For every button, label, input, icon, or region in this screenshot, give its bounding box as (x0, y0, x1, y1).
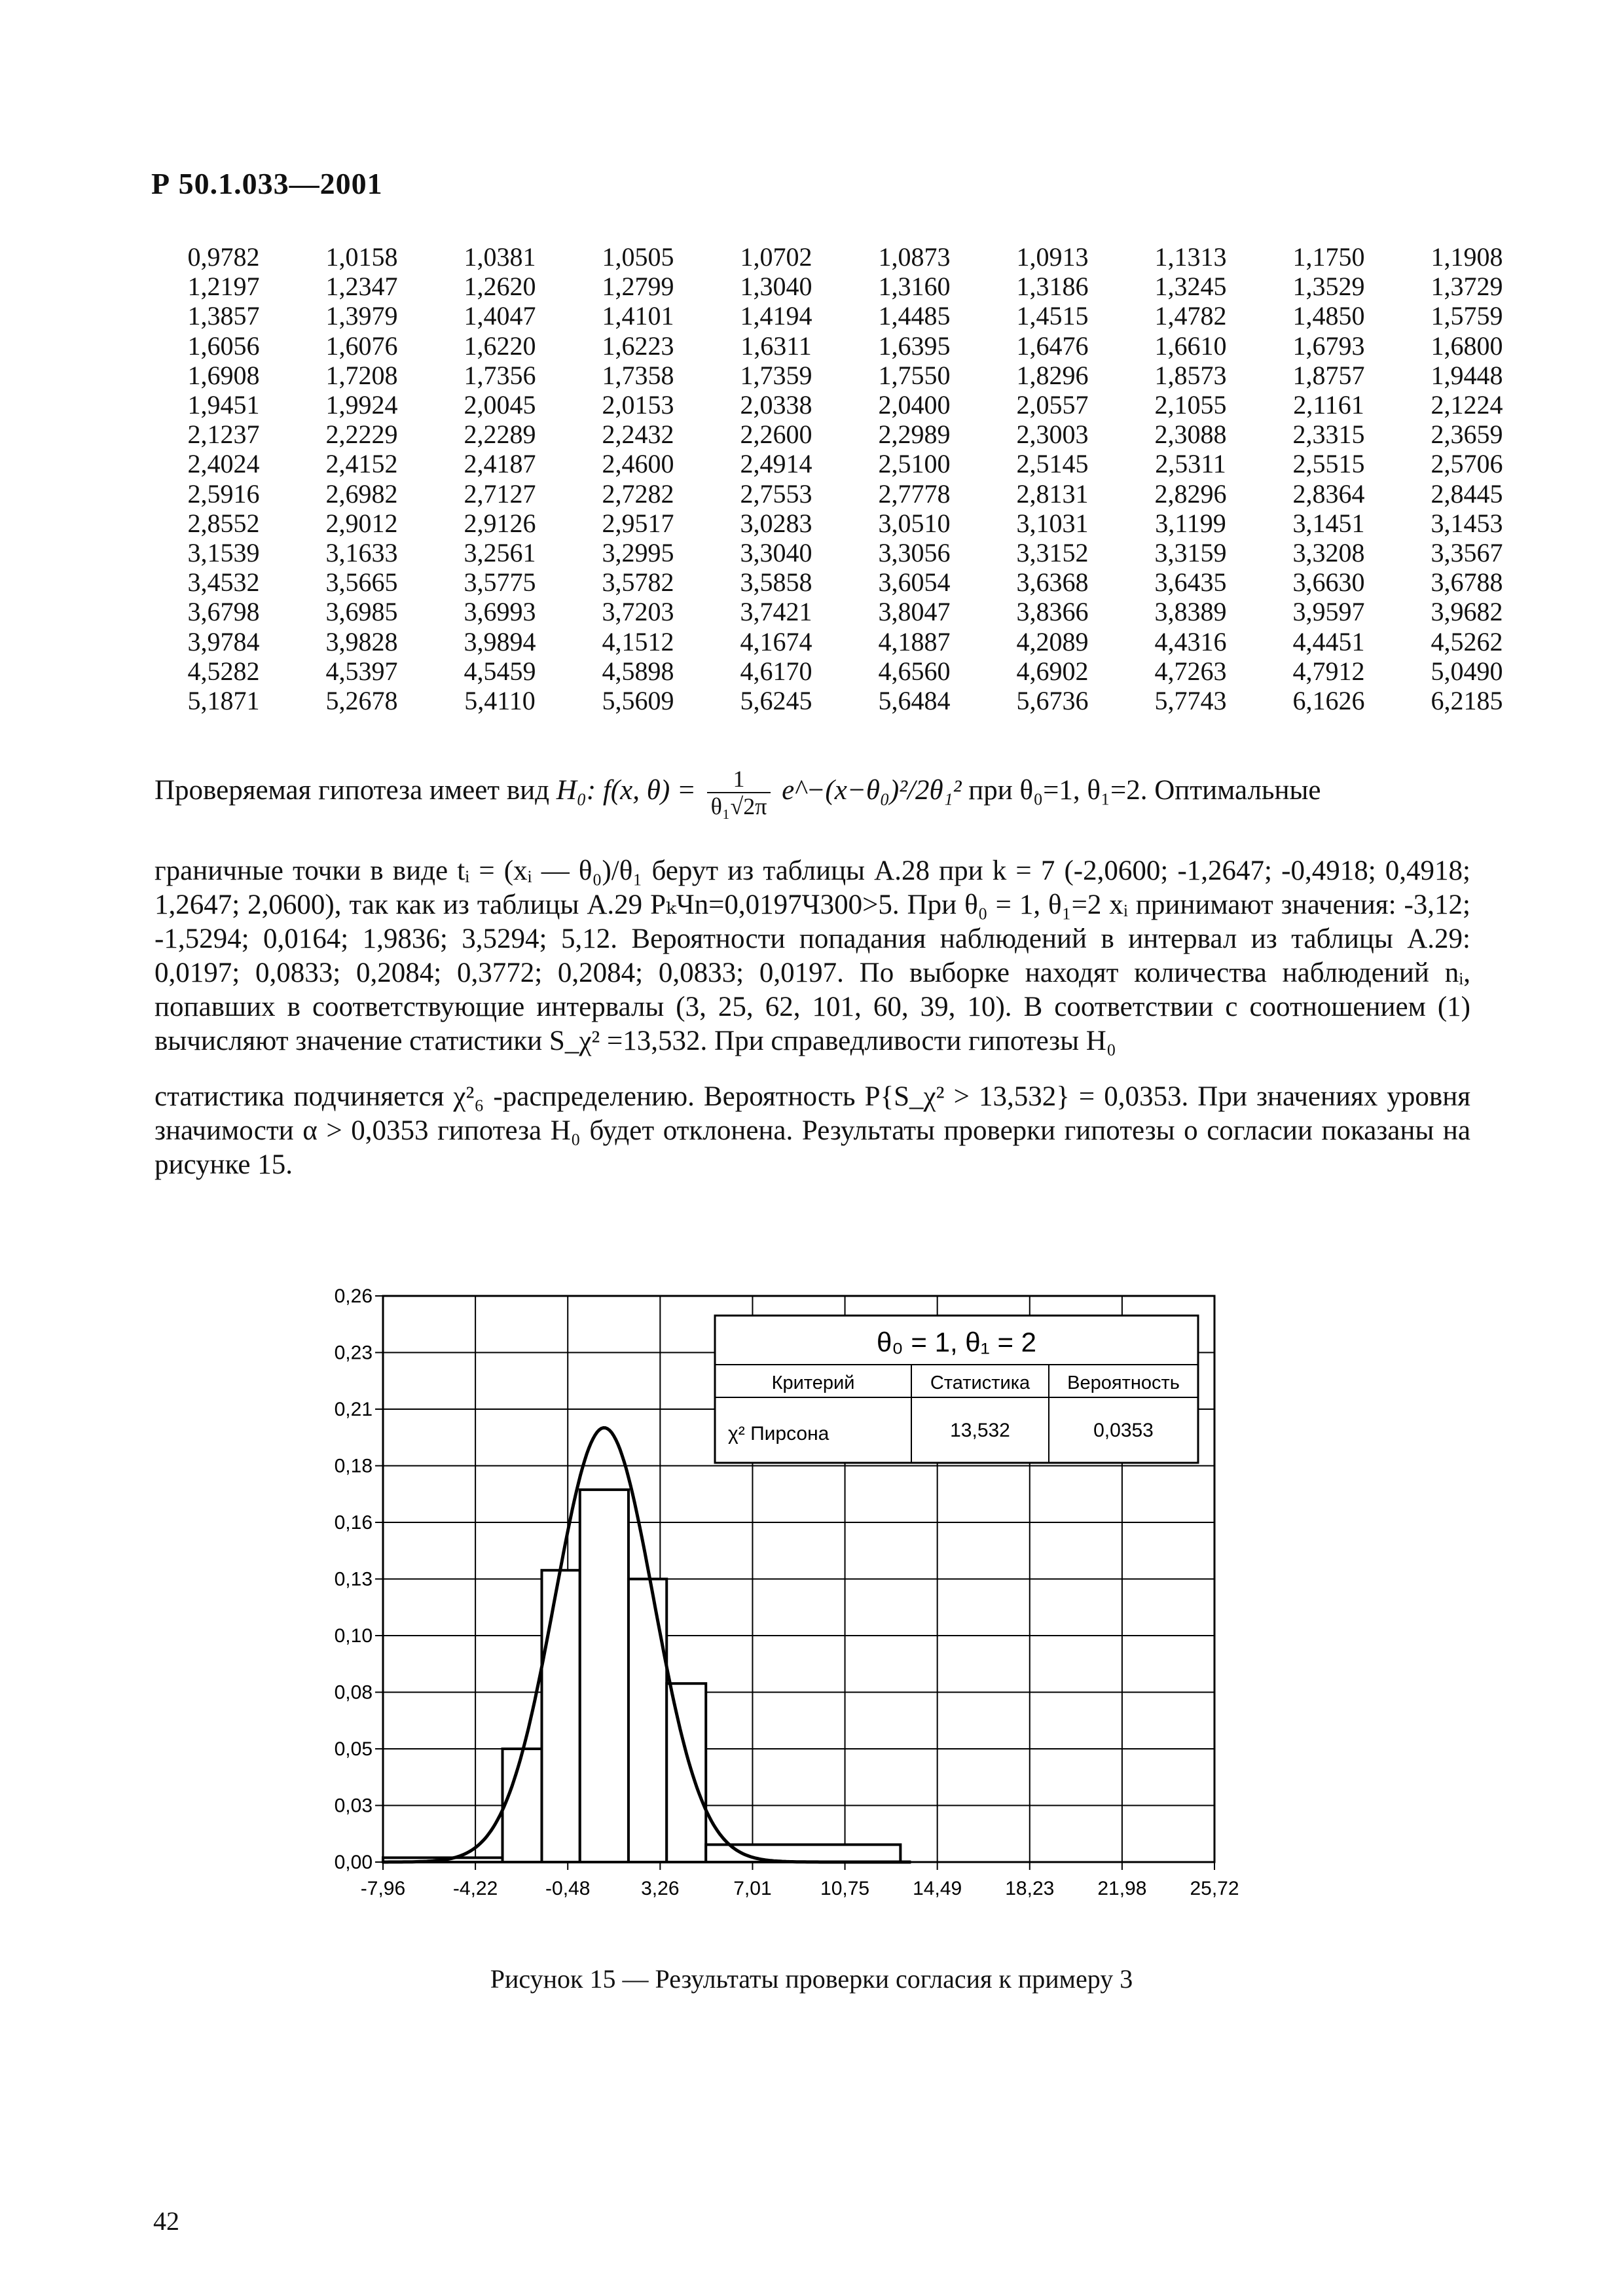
y-tick-label: 0,00 (334, 1852, 373, 1873)
table-cell: 1,0158 (325, 242, 398, 272)
table-cell: 1,8757 (1292, 360, 1365, 390)
y-tick-label: 0,13 (334, 1568, 373, 1590)
table-cell: 4,5262 (1431, 626, 1503, 656)
table-cell: 1,5759 (1431, 301, 1503, 331)
table-cell: 3,7421 (740, 597, 812, 627)
table-row (155, 331, 1536, 361)
table-cell: 5,6484 (878, 685, 951, 715)
table-cell: 1,3529 (1292, 272, 1365, 302)
table-cell: 1,1313 (1154, 242, 1227, 272)
table-cell: 4,1512 (602, 626, 674, 656)
histogram-bar (629, 1579, 666, 1863)
table-cell: 4,2089 (1016, 626, 1089, 656)
table-cell: 3,3056 (878, 537, 951, 567)
table-cell: 3,1539 (187, 537, 260, 567)
table-cell: 2,9012 (325, 508, 398, 538)
table-cell: 2,7778 (878, 478, 951, 509)
x-tick-label: -0,48 (545, 1878, 591, 1899)
table-row (155, 449, 1536, 478)
legend-statistic: 13,532 (950, 1420, 1010, 1441)
table-cell: 3,9828 (325, 626, 398, 656)
fraction-denominator: θ₁√2π (710, 793, 767, 819)
legend-column-header: Критерий (771, 1372, 855, 1393)
table-cell: 3,5775 (464, 567, 536, 598)
table-cell: 2,7553 (740, 478, 812, 509)
table-cell: 1,2347 (325, 272, 398, 302)
x-tick-label: 18,23 (1005, 1878, 1055, 1899)
table-cell: 2,8552 (187, 508, 260, 538)
histogram-bar (666, 1683, 706, 1862)
table-cell: 2,7127 (464, 478, 536, 509)
table-cell: 1,2620 (464, 272, 536, 302)
table-cell: 1,3186 (1016, 272, 1089, 302)
table-cell: 5,4110 (464, 685, 536, 715)
y-tick-label: 0,16 (334, 1512, 373, 1534)
table-cell: 1,6610 (1154, 331, 1227, 361)
table-cell: 3,3159 (1154, 537, 1227, 567)
table-cell: 5,0490 (1431, 656, 1503, 686)
table-cell: 3,5665 (325, 567, 398, 598)
density-fraction (707, 766, 771, 819)
table-cell: 4,1674 (740, 626, 812, 656)
histogram-bar (580, 1490, 629, 1862)
table-cell: 2,8131 (1016, 478, 1089, 509)
table-cell: 1,2799 (602, 272, 674, 302)
table-cell: 2,8445 (1431, 478, 1503, 509)
table-cell: 2,0557 (1016, 390, 1089, 420)
table-cell: 1,3979 (325, 301, 398, 331)
y-tick-label: 0,26 (334, 1285, 373, 1307)
table-cell: 4,4316 (1154, 626, 1227, 656)
table-cell: 5,2678 (325, 685, 398, 715)
table-cell: 1,4047 (464, 301, 536, 331)
figure-caption: Рисунок 15 — Результаты проверки согласия к примеру 3 (490, 1964, 1133, 1994)
page-number: 42 (153, 2206, 179, 2236)
table-cell: 3,0510 (878, 508, 951, 538)
table-cell: 2,3003 (1016, 420, 1089, 450)
table-row (155, 567, 1536, 597)
table-cell: 4,6560 (878, 656, 951, 686)
boundary-points-paragraph: граничные точки в виде tᵢ = (xᵢ — θ₀)/θ₁ берут из таблицы А.28 при k = 7 (-2,0600; -1,2647; -0,4918; 0,4918; 1,2647; 2,0600), так как из таблицы А.29 PₖЧn=0,0197Ч300>5. При θ₀ = 1, θ₁=2 xᵢ принимают значения: -3,12; -1,5294; 0,0164; 1,9836; 3,5294; 5,12. Вероятности попадания наблюдений в интервал из таблицы А.29: 0,0197; 0,0833; 0,2084; 0,3772; 0,2084; 0,0833; 0,0197. По выборке находят количества наблюдений nᵢ, попавших в соответствующие интервалы (3, 25, 62, 101, 60, 39, 10). В соответствии с соотношением (1) вычисляют значение статистики S_χ² =13,532. При справедливости гипотезы H₀ (155, 855, 1470, 1056)
histogram-bar (503, 1749, 542, 1862)
table-cell: 3,3208 (1292, 537, 1365, 567)
table-cell: 4,7263 (1154, 656, 1227, 686)
table-row (155, 390, 1536, 420)
table-row (155, 626, 1536, 656)
table-cell: 1,4101 (602, 301, 674, 331)
table-cell: 1,4194 (740, 301, 812, 331)
table-cell: 1,2197 (187, 272, 260, 302)
legend-params: θ₀ = 1, θ₁ = 2 (876, 1327, 1037, 1357)
table-row (155, 420, 1536, 449)
histogram-bar (541, 1570, 579, 1862)
table-cell: 2,2229 (325, 420, 398, 450)
table-cell: 2,6982 (325, 478, 398, 509)
table-row (155, 361, 1536, 390)
table-cell: 2,4024 (187, 449, 260, 479)
table-cell: 3,6798 (187, 597, 260, 627)
hypothesis-params: при θ₀=1, θ₁=2. Оптимальные (968, 774, 1321, 806)
table-cell: 1,6076 (325, 331, 398, 361)
table-cell: 1,3245 (1154, 272, 1227, 302)
table-cell: 1,6908 (187, 360, 260, 390)
table-cell: 1,8573 (1154, 360, 1227, 390)
legend-column-header: Статистика (930, 1372, 1030, 1393)
table-cell: 1,9924 (325, 390, 398, 420)
table-cell: 1,0702 (740, 242, 812, 272)
legend-column-header: Вероятность (1067, 1372, 1180, 1393)
table-cell: 3,3567 (1431, 537, 1503, 567)
table-cell: 3,2995 (602, 537, 674, 567)
y-tick-label: 0,23 (334, 1342, 373, 1364)
table-cell: 1,0505 (602, 242, 674, 272)
y-tick-label: 0,05 (334, 1738, 373, 1760)
table-cell: 1,6220 (464, 331, 536, 361)
table-row (155, 509, 1536, 538)
table-cell: 4,6170 (740, 656, 812, 686)
table-cell: 2,0045 (464, 390, 536, 420)
table-cell: 2,1161 (1293, 390, 1364, 420)
table-cell: 2,2989 (878, 420, 951, 450)
table-cell: 3,5858 (740, 567, 812, 598)
table-cell: 2,4600 (602, 449, 674, 479)
table-cell: 2,3088 (1154, 420, 1227, 450)
chart-svg (308, 1276, 1316, 1911)
table-cell: 3,4532 (187, 567, 260, 598)
table-cell: 2,9126 (464, 508, 536, 538)
table-cell: 3,1451 (1292, 508, 1365, 538)
table-cell: 3,8047 (878, 597, 951, 627)
sample-data-table (155, 242, 1536, 715)
table-cell: 3,9784 (187, 626, 260, 656)
table-cell: 1,8296 (1016, 360, 1089, 390)
table-cell: 2,5311 (1155, 449, 1226, 479)
table-cell: 3,6788 (1431, 567, 1503, 598)
goodness-of-fit-chart (308, 1276, 1316, 1914)
table-cell: 4,5397 (325, 656, 398, 686)
table-cell: 3,1633 (325, 537, 398, 567)
table-cell: 2,0338 (740, 390, 812, 420)
table-cell: 4,5459 (464, 656, 536, 686)
density-exponent: e^−(x−θ₀)²/2θ₁² (782, 774, 962, 806)
table-cell: 3,3152 (1016, 537, 1089, 567)
table-row (155, 301, 1536, 331)
table-cell: 1,7208 (325, 360, 398, 390)
table-cell: 3,1031 (1016, 508, 1089, 538)
x-tick-label: 10,75 (820, 1878, 870, 1899)
table-row (155, 597, 1536, 626)
hypothesis-lhs: H₀: f(x, θ) = (556, 774, 703, 806)
table-cell: 6,1626 (1292, 685, 1365, 715)
table-cell: 2,5515 (1292, 449, 1365, 479)
table-cell: 1,6476 (1016, 331, 1089, 361)
table-row (155, 272, 1536, 301)
table-cell: 1,6800 (1431, 331, 1503, 361)
table-cell: 3,2561 (464, 537, 536, 567)
table-cell: 1,1750 (1292, 242, 1365, 272)
table-cell: 1,6395 (878, 331, 951, 361)
table-cell: 1,4850 (1292, 301, 1365, 331)
table-row (155, 656, 1536, 686)
x-tick-label: 21,98 (1097, 1878, 1147, 1899)
table-cell: 3,8366 (1016, 597, 1089, 627)
table-cell: 1,6056 (187, 331, 260, 361)
table-cell: 3,8389 (1154, 597, 1227, 627)
x-tick-label: 25,72 (1190, 1878, 1239, 1899)
table-cell: 2,5706 (1431, 449, 1503, 479)
table-row (155, 538, 1536, 567)
table-cell: 2,8296 (1154, 478, 1227, 509)
table-cell: 3,6993 (464, 597, 536, 627)
legend-criterion: χ² Пирсона (728, 1423, 830, 1444)
table-cell: 3,6368 (1016, 567, 1089, 598)
hypothesis-paragraph (155, 766, 1470, 819)
table-cell: 1,4782 (1154, 301, 1227, 331)
table-cell: 3,6435 (1154, 567, 1227, 598)
table-cell: 4,5282 (187, 656, 260, 686)
table-cell: 1,6311 (740, 331, 812, 361)
table-cell: 1,0913 (1016, 242, 1089, 272)
table-cell: 1,7359 (740, 360, 812, 390)
table-cell: 4,7912 (1292, 656, 1365, 686)
table-cell: 4,6902 (1016, 656, 1089, 686)
table-cell: 2,4152 (325, 449, 398, 479)
y-tick-label: 0,08 (334, 1681, 373, 1704)
document-header: Р 50.1.033—2001 (151, 167, 383, 200)
table-cell: 5,7743 (1154, 685, 1227, 715)
table-cell: 2,1224 (1431, 390, 1503, 420)
y-tick-label: 0,03 (334, 1795, 373, 1817)
table-cell: 2,9517 (602, 508, 674, 538)
table-cell: 3,9682 (1431, 597, 1503, 627)
table-cell: 1,7356 (464, 360, 536, 390)
table-row (155, 686, 1536, 715)
table-cell: 3,6985 (325, 597, 398, 627)
statistic-paragraph: статистика подчиняется χ²₆ -распределению. Вероятность P{S_χ² > 13,532} = 0,0353. При значениях уровня значимости α > 0,0353 гипотеза H₀ будет отклонена. Результаты проверки гипотезы о согласии показаны на рисунке 15. (155, 1081, 1470, 1180)
table-cell: 5,5609 (602, 685, 674, 715)
table-cell: 1,3040 (740, 272, 812, 302)
table-cell: 1,7358 (602, 360, 674, 390)
y-tick-label: 0,21 (334, 1399, 373, 1420)
x-tick-label: 3,26 (641, 1878, 680, 1899)
table-cell: 3,1199 (1155, 508, 1226, 538)
table-cell: 1,3857 (187, 301, 260, 331)
table-cell: 1,6223 (602, 331, 674, 361)
table-row (155, 479, 1536, 509)
table-cell: 2,1055 (1154, 390, 1227, 420)
table-cell: 1,3160 (878, 272, 951, 302)
table-cell: 3,9597 (1292, 597, 1365, 627)
table-cell: 2,8364 (1292, 478, 1365, 509)
table-cell: 2,7282 (602, 478, 674, 509)
table-cell: 4,1887 (878, 626, 951, 656)
table-cell: 3,0283 (740, 508, 812, 538)
table-cell: 5,6245 (740, 685, 812, 715)
table-cell: 1,7550 (878, 360, 951, 390)
table-cell: 1,4485 (878, 301, 951, 331)
table-cell: 3,5782 (602, 567, 674, 598)
table-cell: 1,9448 (1431, 360, 1503, 390)
table-cell: 2,2432 (602, 420, 674, 450)
x-tick-label: 7,01 (733, 1878, 772, 1899)
table-cell: 2,4187 (464, 449, 536, 479)
table-cell: 3,6630 (1292, 567, 1365, 598)
table-cell: 4,5898 (602, 656, 674, 686)
table-cell: 1,4515 (1016, 301, 1089, 331)
legend-probability: 0,0353 (1093, 1420, 1154, 1441)
table-cell: 5,1871 (187, 685, 260, 715)
x-tick-label: 14,49 (913, 1878, 962, 1899)
table-cell: 1,1908 (1431, 242, 1503, 272)
table-cell: 4,4451 (1292, 626, 1365, 656)
table-cell: 1,6793 (1292, 331, 1365, 361)
table-cell: 2,1237 (187, 420, 260, 450)
table-cell: 2,4914 (740, 449, 812, 479)
x-tick-label: -7,96 (360, 1878, 406, 1899)
table-cell: 6,2185 (1431, 685, 1503, 715)
table-cell: 2,2600 (740, 420, 812, 450)
y-tick-label: 0,10 (334, 1625, 373, 1647)
table-cell: 3,1453 (1431, 508, 1503, 538)
table-row (155, 242, 1536, 272)
table-cell: 3,9894 (464, 626, 536, 656)
table-cell: 1,0381 (464, 242, 536, 272)
table-cell: 2,0400 (878, 390, 951, 420)
table-cell: 2,5145 (1016, 449, 1089, 479)
table-cell: 2,2289 (464, 420, 536, 450)
table-cell: 2,3315 (1292, 420, 1365, 450)
table-cell: 2,0153 (602, 390, 674, 420)
table-cell: 3,6054 (878, 567, 951, 598)
table-cell: 3,7203 (602, 597, 674, 627)
table-cell: 2,3659 (1431, 420, 1503, 450)
table-cell: 3,3040 (740, 537, 812, 567)
fraction-numerator: 1 (707, 766, 771, 793)
table-cell: 5,6736 (1016, 685, 1089, 715)
x-tick-label: -4,22 (452, 1878, 498, 1899)
y-tick-label: 0,18 (334, 1455, 373, 1477)
hypothesis-intro: Проверяемая гипотеза имеет вид (155, 774, 556, 806)
table-cell: 1,9451 (187, 390, 260, 420)
table-cell: 2,5100 (878, 449, 951, 479)
table-cell: 1,3729 (1431, 272, 1503, 302)
table-cell: 1,0873 (878, 242, 951, 272)
table-cell: 0,9782 (187, 242, 260, 272)
table-cell: 2,5916 (187, 478, 260, 509)
